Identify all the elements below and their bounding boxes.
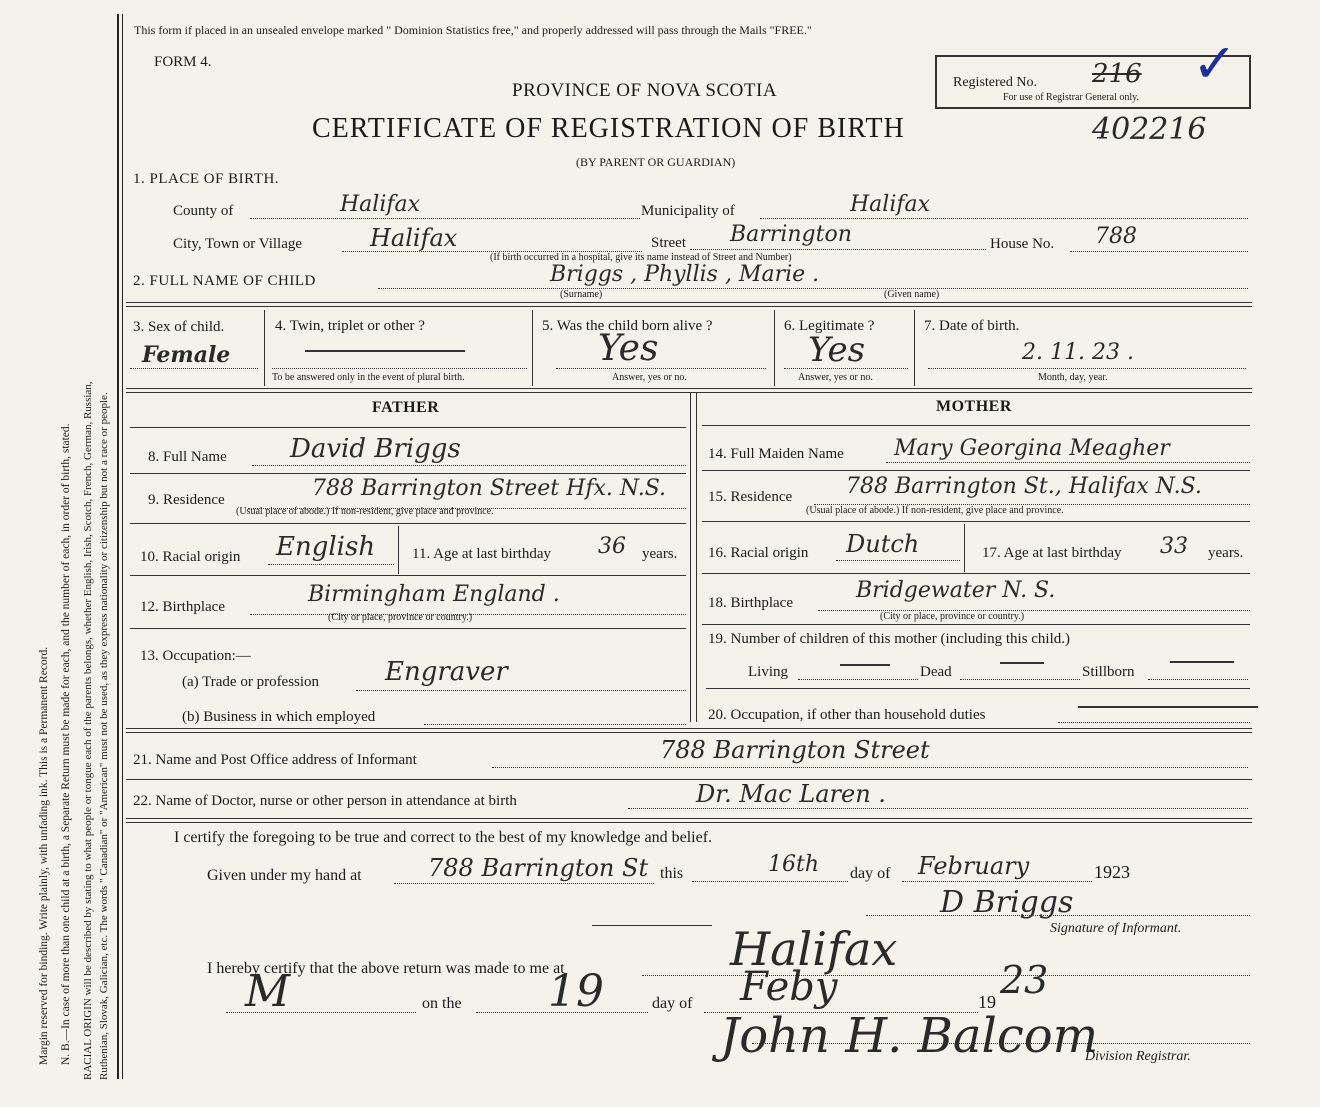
business-label: (b) Business in which employed bbox=[182, 709, 376, 725]
informant-signature: D Briggs bbox=[940, 885, 1074, 920]
reg-year-value: 23 bbox=[1000, 958, 1049, 1002]
house-label: House No. bbox=[990, 236, 1055, 252]
trade-value: Engraver bbox=[385, 657, 508, 687]
alive-note: Answer, yes or no. bbox=[612, 372, 687, 383]
legitimate-note: Answer, yes or no. bbox=[798, 372, 873, 383]
mother-age-label: 17. Age at last birthday bbox=[982, 545, 1122, 561]
trade-label: (a) Trade or profession bbox=[182, 674, 320, 690]
mother-residence-label: 15. Residence bbox=[708, 489, 793, 505]
margin-note-binding: Margin reserved for binding. Write plainly, with unfading ink. This is a Permanent Record. bbox=[38, 646, 50, 1065]
dob-label: 7. Date of birth. bbox=[924, 318, 1020, 334]
stillborn-label: Stillborn bbox=[1082, 664, 1135, 680]
certificate-title: CERTIFICATE OF REGISTRATION OF BIRTH bbox=[312, 113, 905, 144]
hospital-note: (If birth occurred in a hospital, give its name instead of Street and Number) bbox=[490, 252, 792, 263]
certify-text: I certify the foregoing to be true and correct to the best of my knowledge and belief. bbox=[174, 829, 713, 846]
father-heading: FATHER bbox=[372, 399, 440, 416]
signature-label: Signature of Informant. bbox=[1050, 921, 1182, 936]
municipality-label: Municipality of bbox=[641, 203, 735, 219]
margin-rule bbox=[117, 14, 119, 1079]
margin-note-nb: N. B.—In case of more than one child at a birth, a Separate Return must be made for each, and the number of each, in order of birth, stated. bbox=[60, 423, 72, 1065]
certificate-subtitle: (BY PARENT OR GUARDIAN) bbox=[576, 155, 736, 169]
doctor-label: 22. Name of Doctor, nurse or other person in attendance at birth bbox=[133, 793, 517, 809]
check-mark-icon: ✓ bbox=[1192, 34, 1238, 94]
father-age-label: 11. Age at last birthday bbox=[412, 546, 551, 562]
mail-note: This form if placed in an unsealed envelope marked " Dominion Statistics free," and properly addressed will pass through the Mails "FREE." bbox=[134, 23, 812, 37]
mother-race-label: 16. Racial origin bbox=[708, 545, 809, 561]
day-of-label: day of bbox=[850, 865, 891, 882]
province-heading: PROVINCE OF NOVA SCOTIA bbox=[512, 80, 778, 101]
municipality-value: Halifax bbox=[850, 192, 931, 217]
registered-note: For use of Registrar General only. bbox=[1003, 92, 1139, 103]
dead-label: Dead bbox=[920, 664, 952, 680]
reg-year-prefix: 19 bbox=[978, 992, 996, 1012]
child-name-value: Briggs , Phyllis , Marie . bbox=[550, 262, 820, 287]
surname-note: (Surname) bbox=[560, 289, 603, 300]
mother-race-value: Dutch bbox=[846, 530, 920, 558]
year-value: 1923 bbox=[1094, 862, 1130, 882]
month-value: February bbox=[918, 852, 1030, 880]
informant-value: 788 Barrington Street bbox=[660, 736, 930, 764]
registrar-day-value: 19 bbox=[548, 966, 604, 1017]
father-age-value: 36 bbox=[598, 534, 626, 559]
city-label: City, Town or Village bbox=[173, 236, 303, 252]
registrar-month-value: Feby bbox=[740, 964, 838, 1010]
twin-label: 4. Twin, triplet or other ? bbox=[275, 318, 425, 334]
mother-years: years. bbox=[1208, 545, 1244, 561]
street-label: Street bbox=[651, 235, 686, 251]
mother-name-label: 14. Full Maiden Name bbox=[708, 446, 844, 462]
registrar-on-value: M bbox=[245, 966, 291, 1017]
registrar-place-value: Halifax bbox=[730, 922, 898, 976]
living-label: Living bbox=[748, 664, 788, 680]
on-the-label: on the bbox=[422, 995, 462, 1012]
form-number: FORM 4. bbox=[154, 54, 212, 70]
father-race-label: 10. Racial origin bbox=[140, 549, 241, 565]
registrar-text: I hereby certify that the above return was made to me at bbox=[207, 960, 565, 977]
sex-label: 3. Sex of child. bbox=[133, 319, 225, 335]
child-name-label: 2. FULL NAME OF CHILD bbox=[133, 273, 316, 289]
father-name-value: David Briggs bbox=[290, 434, 461, 464]
father-residence-label: 9. Residence bbox=[148, 492, 225, 508]
mother-name-value: Mary Georgina Meagher bbox=[894, 436, 1170, 461]
father-residence-value: 788 Barrington Street Hfx. N.S. bbox=[312, 476, 666, 501]
father-birthplace-value: Birmingham England . bbox=[308, 582, 560, 607]
registrar-signature: John H. Balcom bbox=[720, 1008, 1099, 1064]
mother-occupation-label: 20. Occupation, if other than household duties bbox=[708, 707, 986, 723]
house-value: 788 bbox=[1095, 224, 1137, 249]
father-residence-note: (Usual place of abode.) If non-resident, give place and province. bbox=[236, 506, 494, 517]
mother-residence-value: 788 Barrington St., Halifax N.S. bbox=[846, 474, 1202, 499]
place-heading: 1. PLACE OF BIRTH. bbox=[133, 171, 280, 187]
given-place-value: 788 Barrington St bbox=[428, 854, 649, 882]
father-occupation-label: 13. Occupation:— bbox=[140, 648, 251, 664]
margin-note-racial: RACIAL ORIGIN will be described by stating to what people or tongue each of the parents belongs, whether English, Irish, Scotch, French, German, Russian, bbox=[82, 381, 94, 1080]
registrar-label: Division Registrar. bbox=[1085, 1049, 1191, 1064]
margin-rule-inner bbox=[122, 14, 123, 1079]
registered-label: Registered No. bbox=[953, 75, 1037, 90]
mother-residence-note: (Usual place of abode.) If non-resident, give place and province. bbox=[806, 505, 1064, 516]
certificate-number: 402216 bbox=[1092, 112, 1207, 147]
sex-value: Female bbox=[142, 342, 231, 368]
alive-value: Yes bbox=[598, 328, 659, 369]
margin-note-racial-2: Ruthenian, Slovak, Galician, etc. The words " Canadian" or "American" must not be used, as they express nationality or citizenship but not a race or people. bbox=[98, 392, 110, 1080]
given-name-note: (Given name) bbox=[884, 289, 940, 300]
informant-label: 21. Name and Post Office address of Informant bbox=[133, 752, 417, 768]
city-value: Halifax bbox=[370, 224, 458, 252]
legitimate-value: Yes bbox=[808, 330, 866, 370]
mother-birthplace-note: (City or place, province or country.) bbox=[880, 611, 1025, 622]
alive-label: 5. Was the child born alive ? bbox=[542, 318, 713, 334]
mother-birthplace-value: Bridgewater N. S. bbox=[856, 578, 1056, 603]
dob-value: 2. 11. 23 . bbox=[1022, 340, 1134, 365]
margin-notes bbox=[0, 0, 120, 1107]
county-value: Halifax bbox=[340, 192, 421, 217]
county-label: County of bbox=[173, 203, 234, 219]
children-label: 19. Number of children of this mother (including this child.) bbox=[708, 631, 1071, 647]
father-birthplace-label: 12. Birthplace bbox=[140, 599, 225, 615]
father-years: years. bbox=[642, 546, 678, 562]
street-value: Barrington bbox=[730, 222, 852, 247]
this-label: this bbox=[660, 865, 684, 882]
registered-value: 216 bbox=[1092, 59, 1142, 89]
twin-note: To be answered only in the event of plural birth. bbox=[272, 372, 465, 383]
day-value: 16th bbox=[768, 852, 820, 877]
given-label: Given under my hand at bbox=[207, 867, 362, 884]
father-race-value: English bbox=[276, 532, 376, 562]
mother-age-value: 33 bbox=[1160, 534, 1188, 559]
father-birthplace-note: (City or place, province or country.) bbox=[328, 612, 473, 623]
doctor-value: Dr. Mac Laren . bbox=[696, 780, 886, 808]
mother-heading: MOTHER bbox=[936, 398, 1012, 415]
legitimate-label: 6. Legitimate ? bbox=[784, 318, 875, 334]
reg-day-of-label: day of bbox=[652, 995, 693, 1012]
father-name-label: 8. Full Name bbox=[148, 449, 227, 465]
dob-note: Month, day, year. bbox=[1038, 372, 1108, 383]
mother-birthplace-label: 18. Birthplace bbox=[708, 595, 793, 611]
